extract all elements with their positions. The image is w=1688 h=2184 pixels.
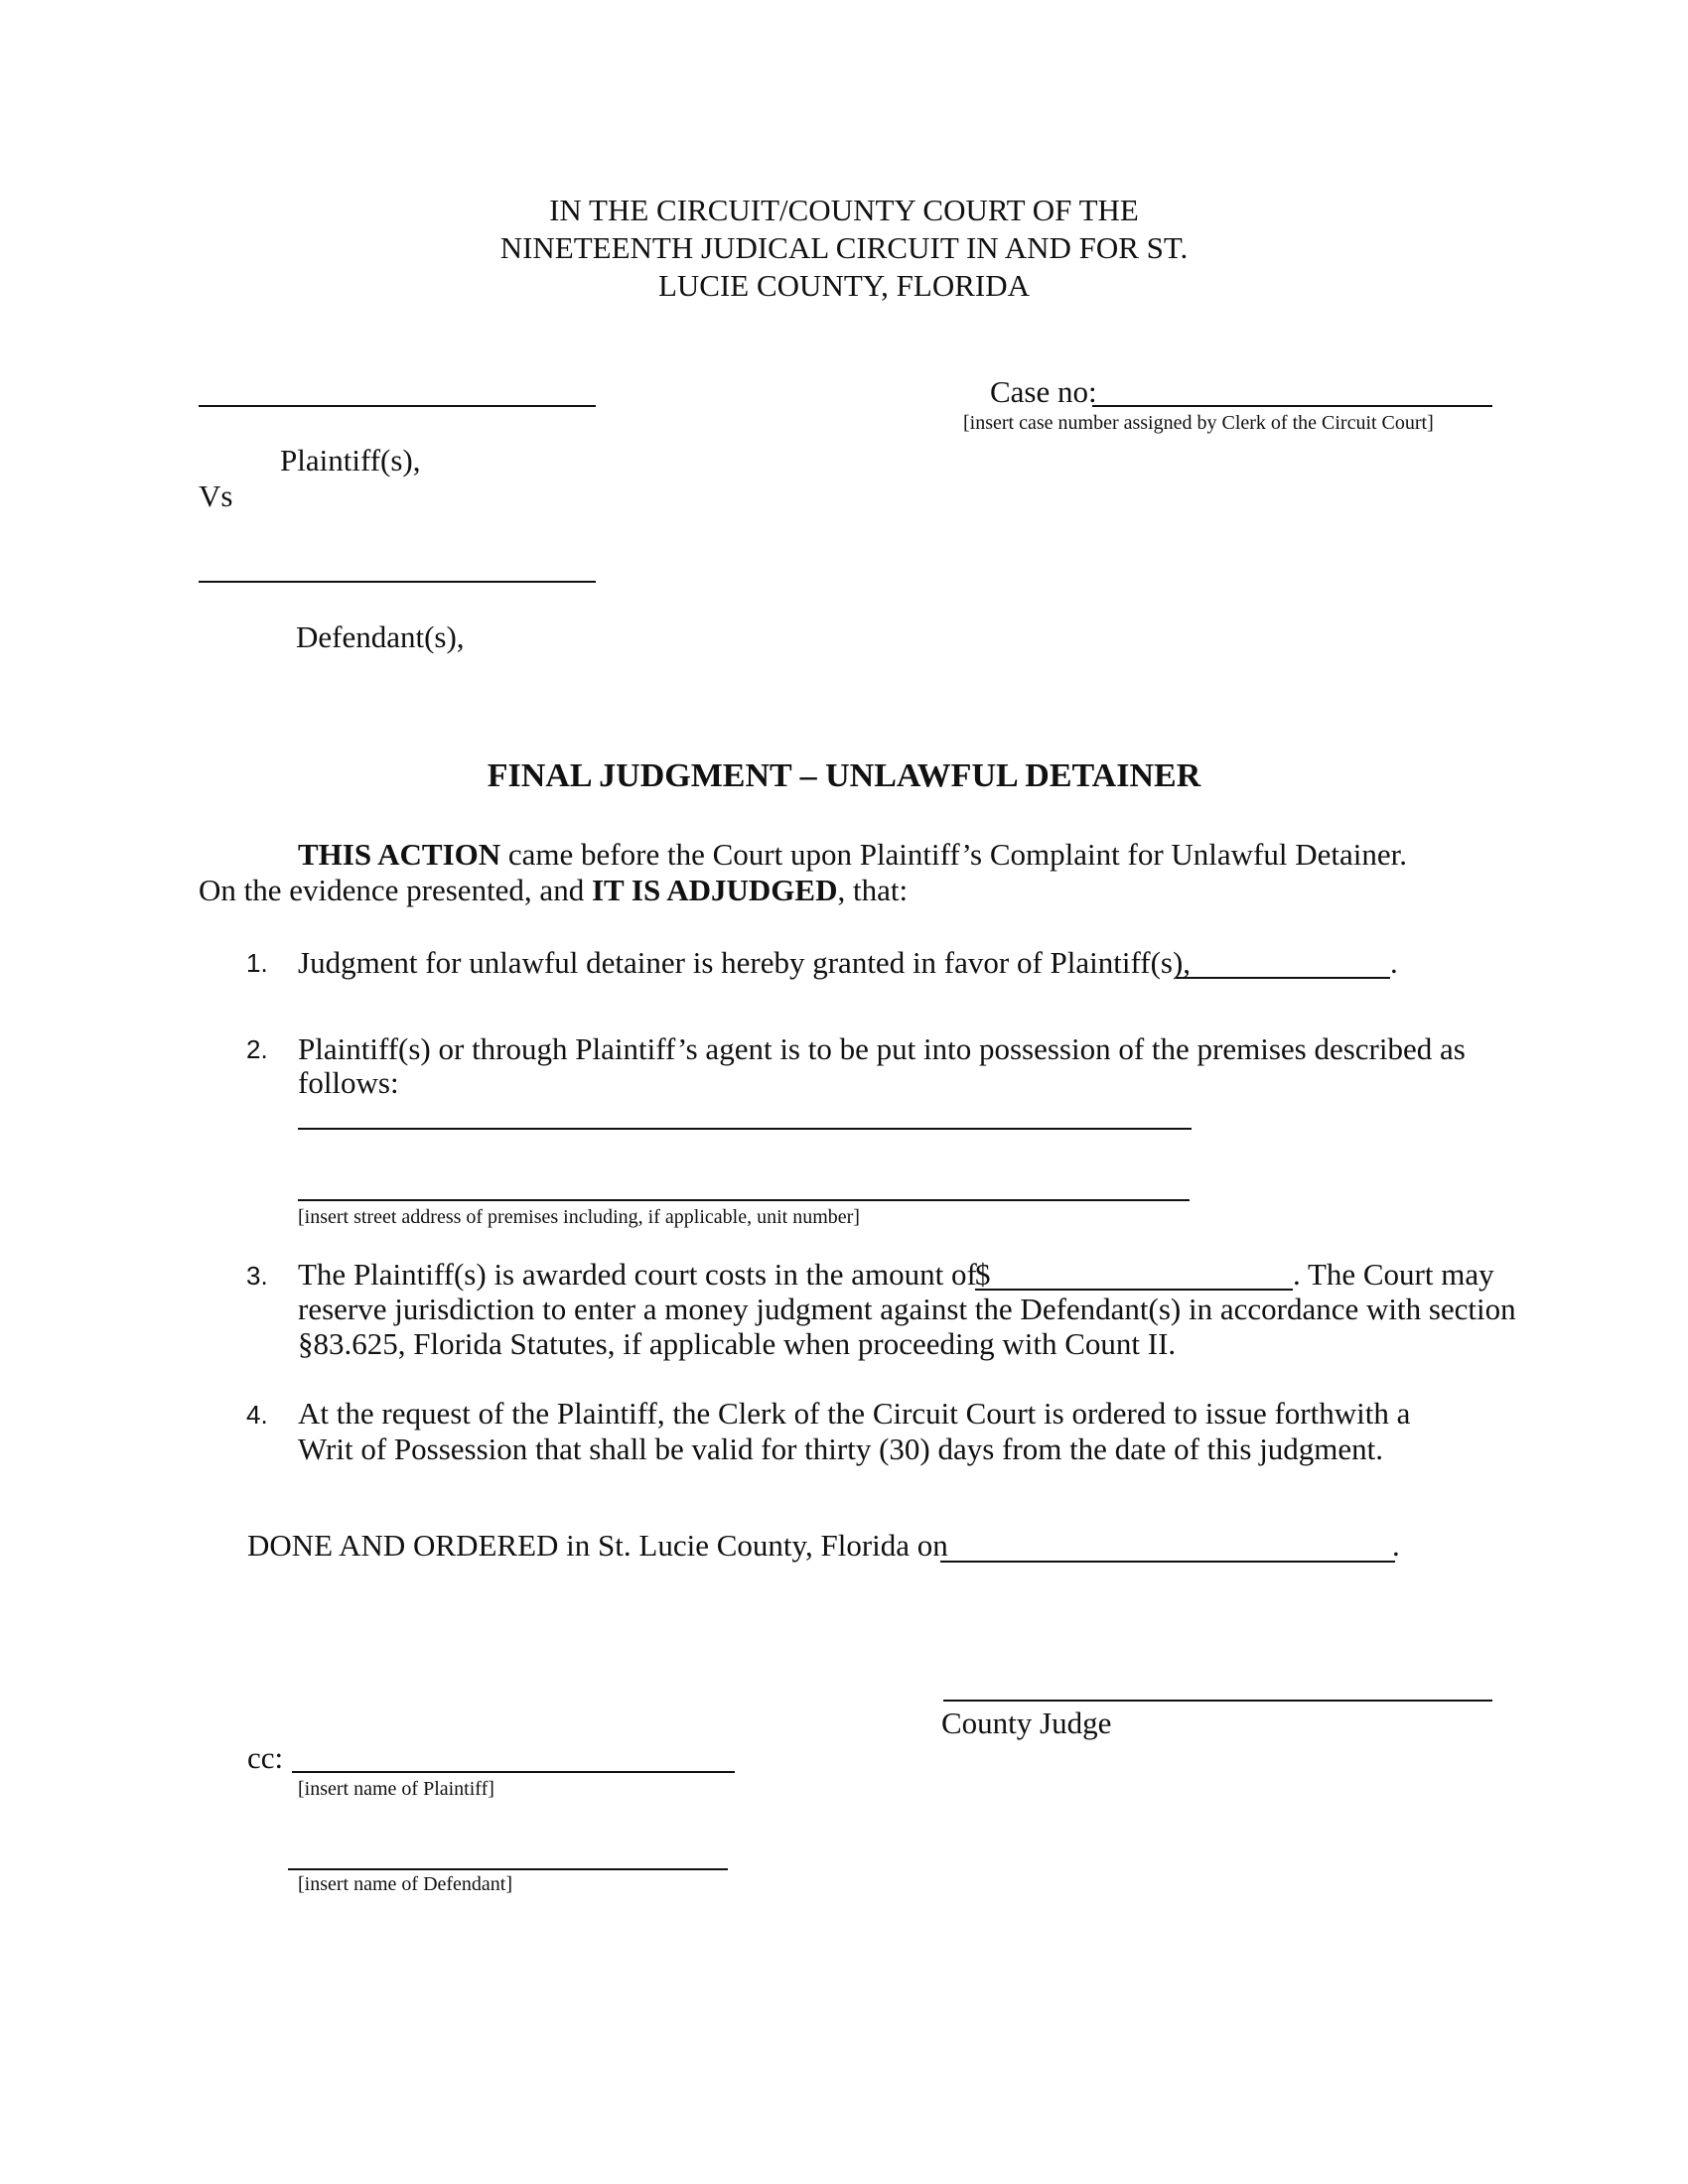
case-number-label: Case no: bbox=[990, 374, 1097, 409]
intro-line-2-start: On the evidence presented, and bbox=[199, 873, 592, 907]
plaintiff-label: Plaintiff(s), bbox=[280, 443, 421, 478]
court-header-line-3: LUCIE COUNTY, FLORIDA bbox=[657, 268, 1030, 303]
item-1-period: . bbox=[1390, 945, 1398, 980]
document-title: FINAL JUDGMENT – UNLAWFUL DETAINER bbox=[487, 757, 1201, 794]
plaintiff-name-field[interactable] bbox=[199, 405, 596, 407]
item-2-number: 2. bbox=[246, 1034, 268, 1064]
case-number-note: [insert case number assigned by Clerk of the Circuit Court] bbox=[963, 412, 1434, 434]
court-header-line-1: IN THE CIRCUIT/COUNTY COURT OF THE bbox=[549, 193, 1139, 227]
item-1-text: Judgment for unlawful detainer is hereby granted in favor of Plaintiff(s), bbox=[298, 945, 1192, 980]
cc-plaintiff-note: [insert name of Plaintiff] bbox=[298, 1778, 494, 1800]
premises-address-field-1[interactable] bbox=[298, 1128, 1192, 1130]
item-1-plaintiff-field[interactable] bbox=[1176, 977, 1390, 979]
premises-address-note: [insert street address of premises including, if applicable, unit number] bbox=[298, 1206, 860, 1228]
done-ordered-period: . bbox=[1392, 1528, 1400, 1563]
intro-line-2 bbox=[199, 873, 908, 908]
judge-signature-field[interactable] bbox=[943, 1700, 1492, 1702]
defendant-label: Defendant(s), bbox=[296, 619, 465, 654]
item-3-line-2: reserve jurisdiction to enter a money judgment against the Defendant(s) in accordance with section bbox=[298, 1292, 1516, 1326]
cc-defendant-field[interactable] bbox=[288, 1868, 728, 1870]
court-costs-amount-field[interactable] bbox=[975, 1289, 1293, 1291]
item-4-line-2: Writ of Possession that shall be valid for thirty (30) days from the date of this judgment. bbox=[298, 1432, 1384, 1466]
item-2-line-2: follows: bbox=[298, 1065, 399, 1100]
order-date-field[interactable] bbox=[940, 1561, 1395, 1563]
item-3-line-1-start: The Plaintiff(s) is awarded court costs in the amount of bbox=[298, 1257, 977, 1292]
item-4-line-1: At the request of the Plaintiff, the Clerk of the Circuit Court is ordered to issue forthwith a bbox=[298, 1396, 1411, 1431]
this-action-bold: THIS ACTION bbox=[298, 837, 501, 872]
intro-line-1-rest: came before the Court upon Plaintiff’s Complaint for Unlawful Detainer. bbox=[500, 837, 1407, 872]
case-number-field[interactable] bbox=[1092, 405, 1492, 407]
item-3-number: 3. bbox=[246, 1261, 268, 1291]
item-4-number: 4. bbox=[246, 1400, 268, 1430]
cc-defendant-note: [insert name of Defendant] bbox=[298, 1873, 513, 1895]
currency-symbol: $ bbox=[975, 1257, 991, 1292]
item-3-line-1-end: . The Court may bbox=[1293, 1257, 1494, 1292]
vs-label: Vs bbox=[199, 478, 233, 513]
premises-address-field-2[interactable] bbox=[298, 1199, 1190, 1201]
cc-plaintiff-field[interactable] bbox=[292, 1771, 735, 1773]
county-judge-label: County Judge bbox=[941, 1706, 1112, 1740]
court-header-line-2: NINETEENTH JUDICAL CIRCUIT IN AND FOR ST. bbox=[499, 230, 1189, 265]
item-2-line-1: Plaintiff(s) or through Plaintiff’s agent is to be put into possession of the premises described as bbox=[298, 1031, 1466, 1066]
item-1-number: 1. bbox=[246, 948, 268, 978]
done-ordered-text: DONE AND ORDERED in St. Lucie County, Florida on bbox=[247, 1528, 948, 1563]
cc-label: cc: bbox=[247, 1740, 284, 1775]
intro-line-1 bbox=[298, 837, 1407, 873]
intro-line-2-end: , that: bbox=[837, 873, 909, 907]
item-3-line-3: §83.625, Florida Statutes, if applicable when proceeding with Count II. bbox=[298, 1326, 1177, 1361]
adjudged-bold: IT IS ADJUDGED bbox=[591, 873, 838, 907]
defendant-name-field[interactable] bbox=[199, 581, 596, 583]
